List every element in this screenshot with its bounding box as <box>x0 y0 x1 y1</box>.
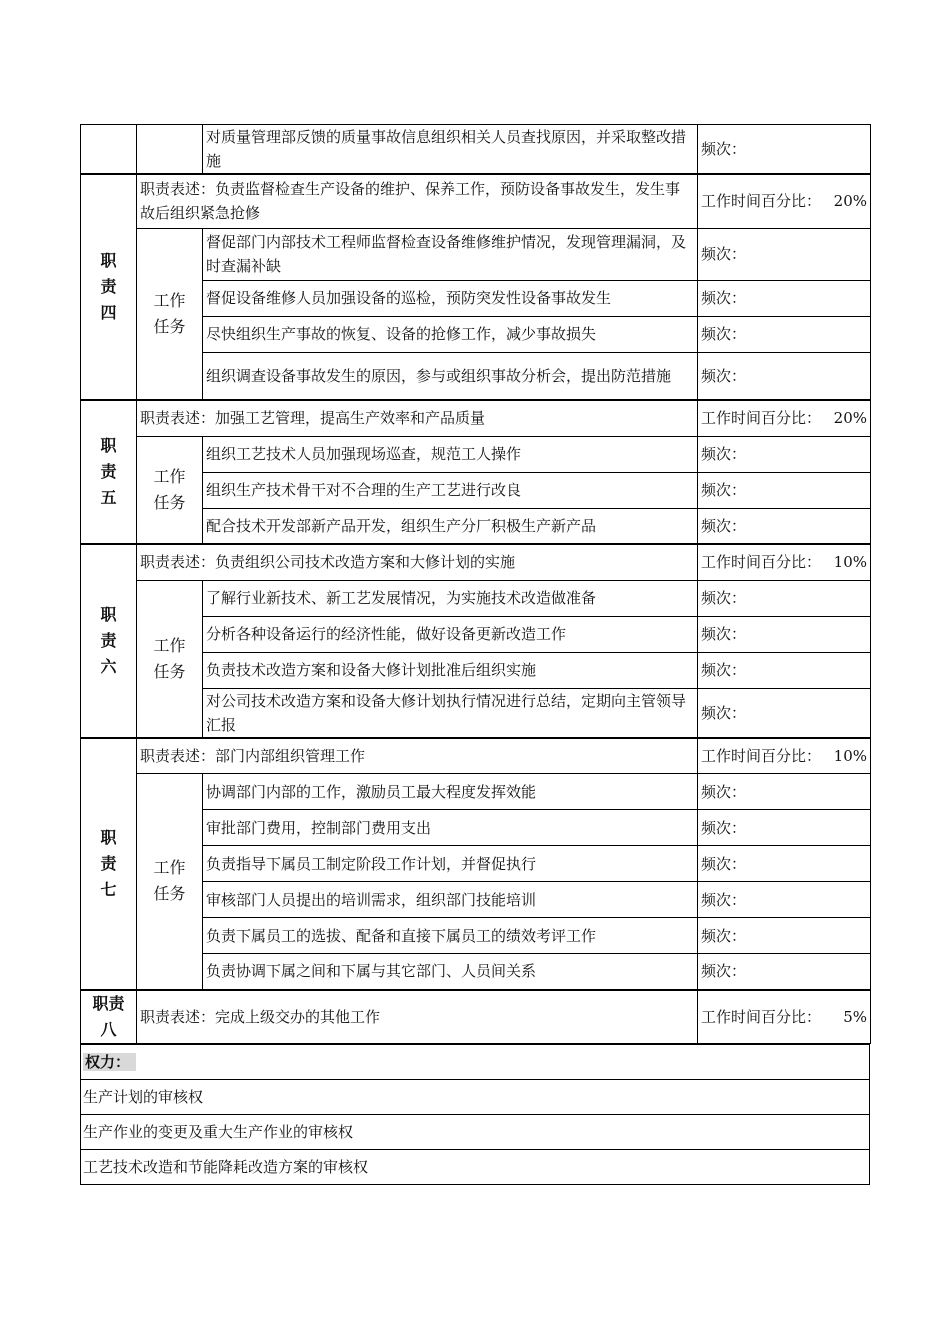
label-line: 四 <box>100 303 117 322</box>
label-line: 任务 <box>153 492 186 512</box>
frequency-cell: 频次： <box>698 652 871 688</box>
time-percentage-wrap <box>701 550 867 574</box>
work-task-label <box>137 580 203 738</box>
task-text: 负责技术改造方案和设备大修计划批准后组织实施 <box>203 652 698 688</box>
frequency-cell: 频次： <box>698 774 871 810</box>
label-line: 责 <box>100 630 117 650</box>
label-line: 职 <box>100 251 117 270</box>
statement-label: 职责表述： <box>140 1007 216 1026</box>
label-line: 职 <box>100 436 117 455</box>
time-percentage-wrap <box>701 1005 867 1029</box>
statement-text: 完成上级交办的其他工作 <box>215 1007 381 1026</box>
power-item: 生产作业的变更及重大生产作业的审核权 <box>81 1115 870 1150</box>
label-line: 五 <box>100 488 117 507</box>
duty-label <box>81 174 137 400</box>
task-text: 组织调查设备事故发生的原因，参与或组织事故分析会，提出防范措施 <box>203 352 698 400</box>
frequency-cell: 频次： <box>698 472 871 508</box>
statement-text: 负责组织公司技术改造方案和大修计划的实施 <box>215 553 516 572</box>
work-task-label <box>137 228 203 400</box>
label-line: 八 <box>100 1019 117 1039</box>
statement-label: 职责表述： <box>140 409 216 428</box>
duty-statement <box>137 400 698 436</box>
duty-statement-row <box>81 544 871 580</box>
time-percentage-wrap <box>701 189 867 213</box>
power-title-row <box>81 1045 870 1080</box>
time-percentage <box>698 174 871 228</box>
label-line: 六 <box>100 656 117 676</box>
percentage-value: 20% <box>833 409 867 428</box>
task-row <box>81 580 871 616</box>
label-line: 工作 <box>153 290 186 310</box>
label-line: 工作 <box>153 466 186 486</box>
percentage-label: 工作时间百分比： <box>701 192 822 211</box>
label-line: 工作 <box>153 635 186 655</box>
power-item-row <box>81 1080 870 1115</box>
duty-statement-row <box>81 400 871 436</box>
duty-statement <box>137 738 698 774</box>
frequency-cell: 频次： <box>698 616 871 652</box>
frequency-cell: 频次： <box>698 125 871 175</box>
frequency-cell: 频次： <box>698 316 871 352</box>
percentage-value: 20% <box>833 192 867 211</box>
label-line: 责 <box>100 853 117 873</box>
power-title: 权力： <box>81 1045 870 1080</box>
duty-statement-row <box>81 990 871 1044</box>
task-text: 负责指导下属员工制定阶段工作计划，并督促执行 <box>203 846 698 882</box>
task-row <box>81 125 871 175</box>
duty-label <box>81 738 137 990</box>
task-row <box>81 774 871 810</box>
task-text: 协调部门内部的工作，激励员工最大程度发挥效能 <box>203 774 698 810</box>
job-description-document <box>80 124 870 1185</box>
label-line: 工作 <box>153 858 186 878</box>
power-item-row <box>81 1150 870 1185</box>
task-text: 配合技术开发部新产品开发，组织生产分厂积极生产新产品 <box>203 508 698 544</box>
percentage-label: 工作时间百分比： <box>701 746 822 765</box>
task-text: 审核部门人员提出的培训需求，组织部门技能培训 <box>203 882 698 918</box>
time-percentage <box>698 544 871 580</box>
task-row <box>81 228 871 280</box>
time-percentage-wrap <box>701 406 867 430</box>
work-task-label <box>137 774 203 990</box>
frequency-cell: 频次： <box>698 508 871 544</box>
percentage-value: 5% <box>843 1007 867 1026</box>
task-text: 督促部门内部技术工程师监督检查设备维修维护情况，发现管理漏洞，及时查漏补缺 <box>203 228 698 280</box>
task-text: 尽快组织生产事故的恢复、设备的抢修工作，减少事故损失 <box>203 316 698 352</box>
label-line: 职责 <box>92 993 125 1013</box>
frequency-cell: 频次： <box>698 580 871 616</box>
task-text: 对质量管理部反馈的质量事故信息组织相关人员查找原因，并采取整改措施 <box>203 125 698 175</box>
frequency-cell: 频次： <box>698 882 871 918</box>
percentage-value: 10% <box>833 553 867 572</box>
power-table <box>80 1044 870 1185</box>
duty-statement-row <box>81 738 871 774</box>
frequency-cell: 频次： <box>698 846 871 882</box>
frequency-cell: 频次： <box>698 954 871 990</box>
frequency-cell: 频次： <box>698 918 871 954</box>
percentage-value: 10% <box>833 746 867 765</box>
time-percentage <box>698 400 871 436</box>
task-text: 负责协调下属之间和下属与其它部门、人员间关系 <box>203 954 698 990</box>
percentage-label: 工作时间百分比： <box>701 553 822 572</box>
task-text: 分析各种设备运行的经济性能，做好设备更新改造工作 <box>203 616 698 652</box>
task-text: 组织工艺技术人员加强现场巡查，规范工人操作 <box>203 436 698 472</box>
time-percentage <box>698 738 871 774</box>
statement-label: 职责表述： <box>140 553 216 572</box>
task-text: 督促设备维修人员加强设备的巡检，预防突发性设备事故发生 <box>203 280 698 316</box>
duty-statement-row <box>81 174 871 228</box>
label-line: 任务 <box>153 884 186 904</box>
task-head-cell <box>137 125 203 175</box>
frequency-cell: 频次： <box>698 436 871 472</box>
task-text: 对公司技术改造方案和设备大修计划执行情况进行总结，定期向主管领导汇报 <box>203 688 698 738</box>
power-item: 生产计划的审核权 <box>81 1080 870 1115</box>
task-text: 审批部门费用，控制部门费用支出 <box>203 810 698 846</box>
percentage-label: 工作时间百分比： <box>701 409 822 428</box>
duty-statement <box>137 990 698 1044</box>
label-line: 职 <box>100 827 117 847</box>
duty-label-cell <box>81 125 137 175</box>
duty-label <box>81 544 137 738</box>
duty-statement <box>137 174 698 228</box>
label-line: 任务 <box>153 661 186 681</box>
duty-label <box>81 400 137 544</box>
statement-label: 职责表述： <box>140 180 216 199</box>
label-line: 责 <box>100 277 117 296</box>
frequency-cell: 频次： <box>698 352 871 400</box>
frequency-cell: 频次： <box>698 688 871 738</box>
duty-label <box>81 990 137 1044</box>
label-line: 责 <box>100 462 117 481</box>
statement-label: 职责表述： <box>140 746 216 765</box>
power-item: 工艺技术改造和节能降耗改造方案的审核权 <box>81 1150 870 1185</box>
label-line: 七 <box>100 879 117 899</box>
statement-text: 加强工艺管理，提高生产效率和产品质量 <box>215 409 486 428</box>
time-percentage-wrap <box>701 744 867 768</box>
duty-statement <box>137 544 698 580</box>
time-percentage <box>698 990 871 1044</box>
statement-text: 负责监督检查生产设备的维护、保养工作，预防设备事故发生，发生事故后组织紧急抢修 <box>140 180 681 223</box>
label-line: 职 <box>100 604 117 624</box>
work-task-label <box>137 436 203 544</box>
duties-table <box>80 124 871 1044</box>
label-line: 任务 <box>153 316 186 336</box>
frequency-cell: 频次： <box>698 228 871 280</box>
frequency-cell: 频次： <box>698 810 871 846</box>
frequency-cell: 频次： <box>698 280 871 316</box>
task-text: 组织生产技术骨干对不合理的生产工艺进行改良 <box>203 472 698 508</box>
percentage-label: 工作时间百分比： <box>701 1007 822 1026</box>
task-text: 了解行业新技术、新工艺发展情况，为实施技术改造做准备 <box>203 580 698 616</box>
statement-text: 部门内部组织管理工作 <box>215 746 366 765</box>
task-row <box>81 436 871 472</box>
power-item-row <box>81 1115 870 1150</box>
task-text: 负责下属员工的选拔、配备和直接下属员工的绩效考评工作 <box>203 918 698 954</box>
